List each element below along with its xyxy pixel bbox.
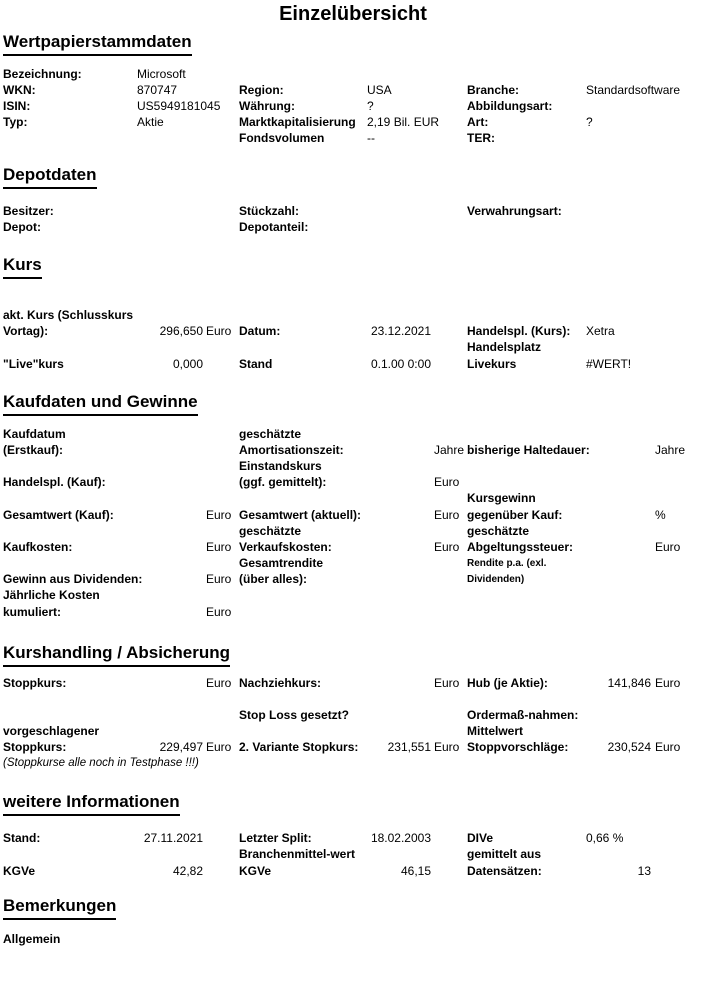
dive-value: 0,66 % [586, 831, 624, 845]
livekurs-wert-label: Livekurs [467, 357, 517, 371]
amortisationszeit-label: Amortisationszeit: [239, 443, 344, 457]
wkn-label: WKN: [3, 83, 36, 97]
dive-label: DIVe [467, 831, 494, 845]
kursgewinn-unit: % [655, 508, 666, 522]
bezeichnung-value: Microsoft [137, 67, 186, 81]
verkaufskosten-label: Verkaufskosten: [239, 540, 332, 554]
verwahrungsart-label: Verwahrungsart: [467, 204, 562, 218]
ordermassnahmen-label-line2: Mittelwert [467, 724, 524, 738]
section-heading-wertpapierstammdaten: Wertpapierstammdaten [3, 32, 192, 56]
testphase-note: (Stoppkurse alle noch in Testphase !!!) [3, 757, 199, 769]
kgve-branche-value: 46,15 [400, 864, 431, 878]
stoppvorschlaege-label: Stoppvorschläge: [467, 740, 569, 754]
branche-value: Standardsoftware [586, 83, 681, 97]
stand-datum-label: Stand: [3, 831, 41, 845]
gesamtwert-kauf-label: Gesamtwert (Kauf): [3, 508, 114, 522]
section-heading-depotdaten: Depotdaten [3, 165, 97, 189]
bezeichnung-label: Bezeichnung: [3, 67, 82, 81]
abgeltungssteuer-label: Abgeltungssteuer: [467, 540, 574, 554]
art-value: ? [586, 115, 593, 129]
vorgeschlagener-stoppkurs-label-line2: Stoppkurs: [3, 740, 67, 754]
kaufdatum-label-line1: Kaufdatum [3, 427, 66, 441]
depotanteil-label: Depotanteil: [239, 220, 309, 234]
kgve-value: 42,82 [172, 864, 203, 878]
branchenmittelwert-label: Branchenmittel-wert [239, 847, 356, 861]
jaehrliche-kosten-unit: Euro [206, 605, 232, 619]
region-label: Region: [239, 83, 284, 97]
hub-label: Hub (je Aktie): [467, 676, 548, 690]
ordermassnahmen-label-line1: Ordermaß-nahmen: [467, 708, 579, 722]
variante2-stopkurs-value: 231,551 [387, 740, 431, 754]
ter-label: TER: [467, 131, 495, 145]
haltedauer-unit: Jahre [655, 443, 686, 457]
akt-kurs-label-line1: akt. Kurs (Schlusskurs [3, 308, 134, 322]
gesamtwert-aktuell-label: Gesamtwert (aktuell): [239, 508, 362, 522]
stop-loss-gesetzt-label: Stop Loss gesetzt? [239, 708, 350, 722]
geschaetzte-label-col2: geschätzte [239, 427, 302, 441]
marktkapitalisierung-value: 2,19 Bil. EUR [367, 115, 440, 129]
handelsplatz-kurs-label: Handelspl. (Kurs): [467, 324, 571, 338]
einstandskurs-unit: Euro [434, 475, 460, 489]
abbildungsart-label: Abbildungsart: [467, 99, 553, 113]
kgve-label: KGVe [3, 864, 36, 878]
stueckzahl-label: Stückzahl: [239, 204, 300, 218]
section-heading-kurshandling: Kurshandling / Absicherung [3, 643, 230, 667]
isin-label: ISIN: [3, 99, 31, 113]
kaufkosten-unit: Euro [206, 540, 232, 554]
gewinn-dividenden-unit: Euro [206, 572, 232, 586]
vorgeschlagener-stoppkurs-label-line1: vorgeschlagener [3, 724, 100, 738]
handelsplatz-label: Handelsplatz [467, 340, 542, 354]
gesamtrendite-label-line2: (über alles): [239, 572, 308, 586]
kursgewinn-label-line1: Kursgewinn [467, 491, 536, 505]
rendite-pa-label-line2: Dividenden) [467, 574, 525, 585]
hub-value: 141,846 [607, 676, 651, 690]
datum-label: Datum: [239, 324, 281, 338]
gesamtwert-kauf-unit: Euro [206, 508, 232, 522]
stoppvorschlaege-unit: Euro [655, 740, 681, 754]
abgeltungssteuer-unit: Euro [655, 540, 681, 554]
stand-value: 0.1.00 0:00 [370, 357, 431, 371]
datum-value: 23.12.2021 [370, 324, 431, 338]
stand-label: Stand [239, 357, 273, 371]
branche-label: Branche: [467, 83, 520, 97]
einstandskurs-label-line2: (ggf. gemittelt): [239, 475, 327, 489]
gesamtrendite-label-line1: Gesamtrendite [239, 556, 324, 570]
section-heading-weitere-informationen: weitere Informationen [3, 792, 180, 816]
livekurs-wert-value: #WERT! [586, 357, 632, 371]
jaehrliche-kosten-label-line2: kumuliert: [3, 605, 62, 619]
datensaetze-label: Datensätzen: [467, 864, 542, 878]
stoppvorschlaege-value: 230,524 [607, 740, 651, 754]
gewinn-dividenden-label: Gewinn aus Dividenden: [3, 572, 143, 586]
kaufdatum-label-line2: (Erstkauf): [3, 443, 64, 457]
kaufkosten-label: Kaufkosten: [3, 540, 73, 554]
letzter-split-value: 18.02.2003 [370, 831, 431, 845]
livekurs-label: "Live"kurs [3, 357, 64, 371]
handelsplatz-kurs-value: Xetra [586, 324, 615, 338]
datensaetze-value: 13 [637, 864, 651, 878]
fondsvolumen-value: -- [367, 131, 375, 145]
vorgeschlagener-stoppkurs-value: 229,497 [159, 740, 203, 754]
rendite-pa-label-line1: Rendite p.a. (exl. [467, 558, 547, 569]
variante2-stopkurs-unit: Euro [434, 740, 460, 754]
akt-kurs-unit: Euro [206, 324, 232, 338]
verkaufskosten-unit: Euro [434, 540, 460, 554]
nachziehkurs-label: Nachziehkurs: [239, 676, 322, 690]
handelsplatz-kauf-label: Handelspl. (Kauf): [3, 475, 106, 489]
isin-value: US5949181045 [137, 99, 221, 113]
gemittelt-aus-label: gemittelt aus [467, 847, 542, 861]
kursgewinn-label-line2: gegenüber Kauf: [467, 508, 563, 522]
section-heading-kaufdaten: Kaufdaten und Gewinne [3, 392, 198, 416]
variante2-stopkurs-label: 2. Variante Stopkurs: [239, 740, 359, 754]
nachziehkurs-unit: Euro [434, 676, 460, 690]
typ-label: Typ: [3, 115, 28, 129]
stoppkurs-unit: Euro [206, 676, 232, 690]
stoppkurs-label: Stoppkurs: [3, 676, 67, 690]
livekurs-value: 0,000 [172, 357, 203, 371]
page-title: Einzelübersicht [279, 3, 427, 25]
vorgeschlagener-stoppkurs-unit: Euro [206, 740, 232, 754]
typ-value: Aktie [137, 115, 164, 129]
geschaetzte-label-col2-2: geschätzte [239, 524, 302, 538]
art-label: Art: [467, 115, 489, 129]
einstandskurs-label-line1: Einstandskurs [239, 459, 322, 473]
region-value: USA [367, 83, 392, 97]
akt-kurs-value: 296,650 [159, 324, 203, 338]
besitzer-label: Besitzer: [3, 204, 54, 218]
marktkapitalisierung-label: Marktkapitalisierung [239, 115, 356, 129]
gesamtwert-aktuell-unit: Euro [434, 508, 460, 522]
section-heading-kurs: Kurs [3, 255, 42, 279]
akt-kurs-label-line2: Vortag): [3, 324, 49, 338]
waehrung-value: ? [367, 99, 374, 113]
allgemein-label: Allgemein [3, 932, 61, 946]
amortisationszeit-unit: Jahre [434, 443, 465, 457]
fondsvolumen-label: Fondsvolumen [239, 131, 325, 145]
stand-datum-value: 27.11.2021 [143, 831, 203, 845]
hub-unit: Euro [655, 676, 681, 690]
depot-label: Depot: [3, 220, 41, 234]
letzter-split-label: Letzter Split: [239, 831, 312, 845]
kgve-branche-label: KGVe [239, 864, 272, 878]
section-heading-bemerkungen: Bemerkungen [3, 896, 116, 920]
haltedauer-label: bisherige Haltedauer: [467, 443, 590, 457]
geschaetzte-label-col3: geschätzte [467, 524, 530, 538]
wkn-value: 870747 [137, 83, 178, 97]
waehrung-label: Währung: [239, 99, 295, 113]
jaehrliche-kosten-label-line1: Jährliche Kosten [3, 588, 100, 602]
